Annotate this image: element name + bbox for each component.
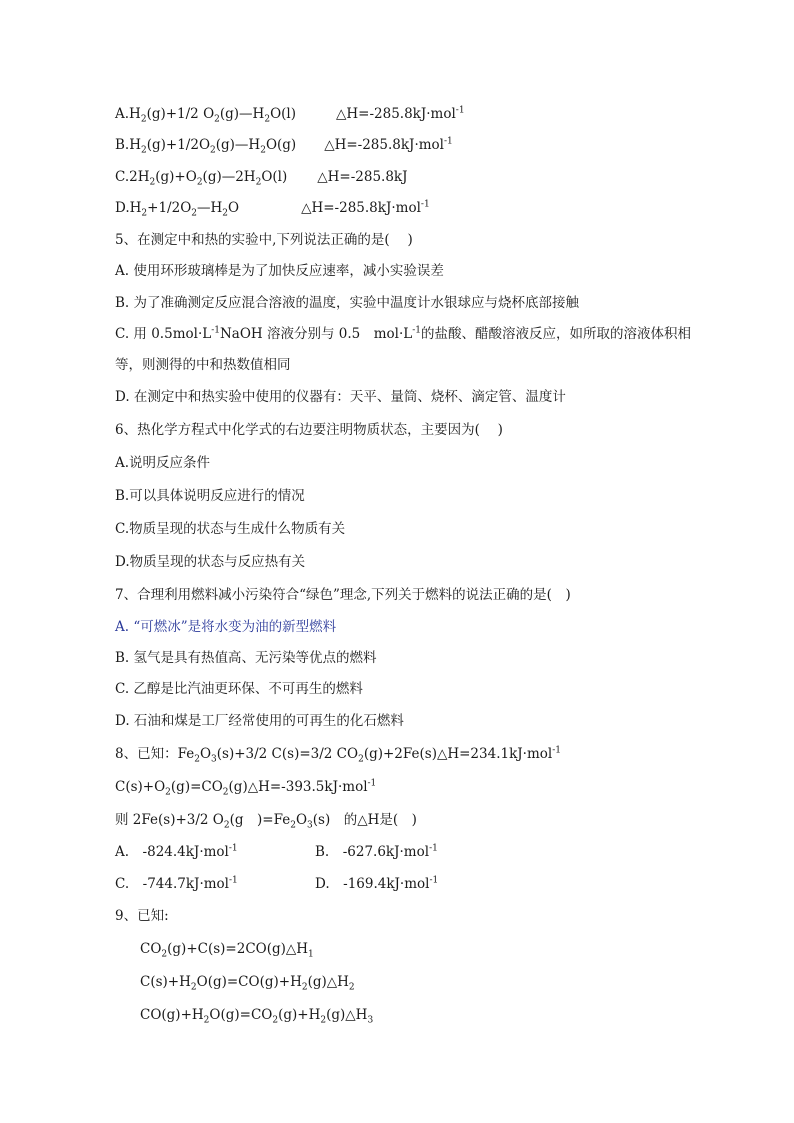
q7-option-c: C. 乙醇是比汽油更环保、不可再生的燃料	[115, 681, 363, 697]
q4-option-d-enthalpy: △H=-285.8kJ·mol$^{-1}$	[301, 199, 430, 216]
q8-option-c: C. -744.7kJ·mol$^{-1}$	[115, 875, 238, 892]
q4-option-d-equation: $D.H_2+1/2O_2—H_2O$	[115, 200, 240, 219]
q4-option-d	[115, 199, 430, 217]
q7-stem: 7、合理利用燃料减小污染符合“绿色”理念,下列关于燃料的说法正确的是( )	[115, 587, 571, 603]
q4-option-c-enthalpy: △H=-285.8kJ	[317, 169, 408, 185]
q9-eq1: $CO_2(g)+C(s)=2CO(g)\triangle H_1$	[140, 941, 314, 960]
q4-option-c	[115, 168, 408, 186]
q4-option-b-equation: $B.H_2(g)+1/2O_2(g)—H_2O(g)$	[115, 137, 297, 156]
q8-option-d: D. -169.4kJ·mol$^{-1}$	[315, 875, 439, 892]
q5-option-b: B. 为了准确测定反应混合溶液的温度，实验中温度计水银球应与烧杯底部接触	[115, 295, 580, 311]
q7-option-a: A. “可燃冰”是将水变为油的新型燃料	[115, 619, 337, 635]
q4-option-a-enthalpy: △H=-285.8kJ·mol$^{-1}$	[335, 105, 465, 122]
q9-stem: 9、已知:	[115, 908, 169, 924]
q8-question: 则 2Fe(s)+3/2 $O_2(g$ )$=Fe_2O_3(s)$ 的△H是( )	[115, 812, 417, 831]
q5-option-d: D. 在测定中和热实验中使用的仪器有：天平、量筒、烧杯、滴定管、温度计	[115, 389, 566, 405]
q9-eq3: $CO(g)+H_2O(g)=CO_2(g)+H_2(g)\triangle H_3$	[140, 1007, 374, 1026]
q6-option-b: B.可以具体说明反应进行的情况	[115, 488, 305, 504]
q5-option-a: A. 使用环形玻璃棒是为了加快反应速率，减小实验误差	[115, 263, 444, 279]
q8-option-a: A. -824.4kJ·mol$^{-1}$	[115, 843, 238, 860]
q6-option-a: A.说明反应条件	[115, 455, 211, 471]
q5-option-c-line1: C. 用 $0.5mol\cdot L^{-1}NaOH$ 溶液分别与 0.5 $mol\cdot L^{-1}$的盐酸、醋酸溶液反应，如所取的溶液体积相	[115, 325, 692, 342]
q5-option-c-line2: 等，则测得的中和热数值相同	[115, 357, 291, 373]
q6-option-d: D.物质呈现的状态与反应热有关	[115, 554, 306, 570]
q7-option-d: D. 石油和煤是工厂经常使用的可再生的化石燃料	[115, 713, 404, 729]
q4-option-a	[115, 105, 465, 123]
q4-option-b-enthalpy: △H=-285.8kJ·mol$^{-1}$	[324, 136, 453, 153]
q8-option-b: B. -627.6kJ·mol$^{-1}$	[315, 843, 438, 860]
q5-stem: 5、在测定中和热的实验中,下列说法正确的是( )	[115, 232, 413, 248]
q4-option-b	[115, 136, 453, 154]
q7-option-b: B. 氢气是具有热值高、无污染等优点的燃料	[115, 650, 377, 666]
q8-given-eq1: 8、已知：$Fe_2O_3(s)+3/2$ C(s)=3/2 $CO_2(g)+2Fe(s)\triangle H=234.1kJ\cdot mol^{-1}$	[115, 745, 561, 765]
q6-stem: 6、热化学方程式中化学式的右边要注明物质状态，主要因为( )	[115, 422, 503, 438]
q8-given-eq2: $C(s)+O_2(g)=CO_2(g)\triangle H=-393.5kJ\cdot mol^{-1}$	[115, 778, 377, 798]
q9-eq2: $C(s)+H_2O(g)=CO(g)+H_2(g)\triangle H_2$	[140, 974, 355, 993]
q4-option-c-equation: $C.2H_2(g)+O_2(g)—2H_2O(l)$	[115, 169, 288, 188]
q6-option-c: C.物质呈现的状态与生成什么物质有关	[115, 521, 346, 537]
q4-option-a-equation: $A.H_2(g)+1/2$ $O_2(g)—H_2O(l)$	[115, 106, 296, 125]
